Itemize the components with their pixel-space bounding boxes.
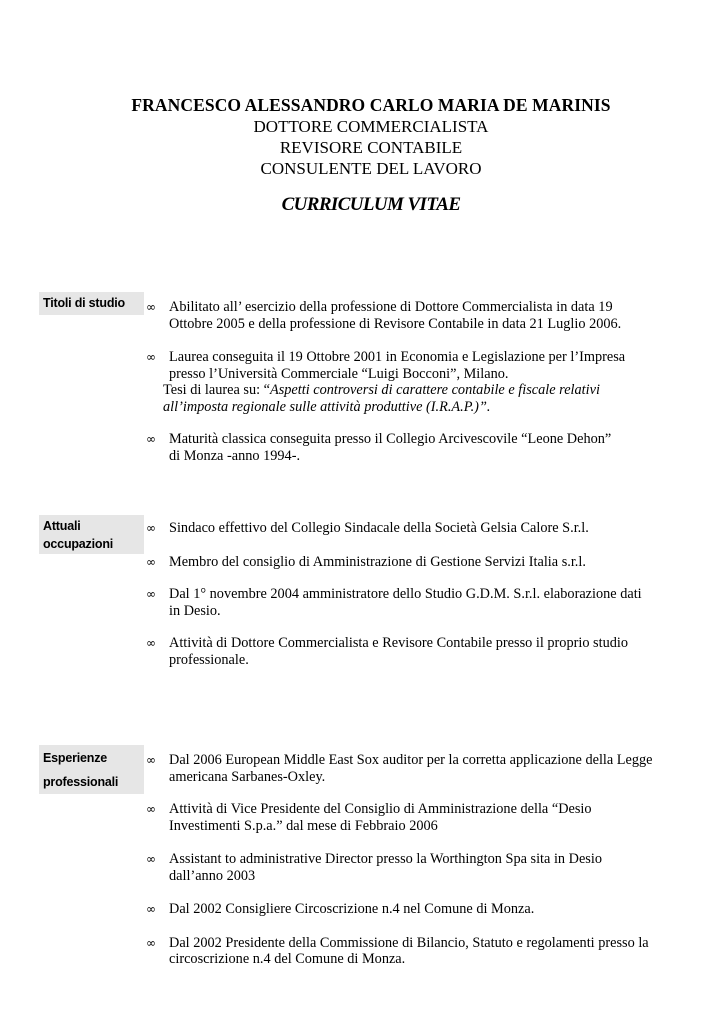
entry-line: Dal 2002 Consigliere Circoscrizione n.4 nel Comune di Monza. [169,901,535,917]
infinity-bullet-icon: ∞ [146,554,156,569]
section-label-text: Titoli di studio [43,296,125,310]
infinity-bullet-icon: ∞ [146,350,156,364]
section-label-text: Esperienze [43,751,108,765]
infinity-bullet-icon: ∞ [146,521,156,535]
entry-line: di Monza -anno 1994-. [169,447,301,464]
infinity-bullet-icon: ∞ [146,753,156,767]
list-item [146,635,666,668]
list-item [146,520,666,537]
list-item [146,901,666,918]
thesis-title-line1: Aspetti controversi di carattere contabile e fiscale relativi [269,382,600,398]
infinity-bullet-icon: ∞ [146,587,156,601]
titoli-list [146,299,666,464]
cv-header [0,95,724,217]
infinity-bullet-icon: ∞ [146,802,156,816]
list-item [146,851,666,884]
entry-line: Ottobre 2005 e della professione di Revisore Contabile in data 21 Luglio 2006. [169,315,622,332]
role-consulente: CONSULENTE DEL LAVORO [260,159,482,178]
entry-line: presso l’Università Commerciale “Luigi Bocconi”, Milano. [169,365,509,382]
entry-line: Dal 2002 Presidente della Commissione di Bilancio, Statuto e regolamenti presso la [169,934,649,951]
section-label-titoli [39,292,144,315]
infinity-bullet-icon: ∞ [146,636,156,650]
entry-line: in Desio. [169,602,221,619]
list-item [146,752,666,785]
thesis-note [163,382,666,399]
entry-line: Abilitato all’ esercizio della professione di Dottore Commercialista in data 19 [169,299,613,315]
infinity-bullet-icon: ∞ [146,300,156,314]
infinity-bullet-icon: ∞ [146,935,156,950]
infinity-bullet-icon: ∞ [146,902,156,916]
thesis-note-line2 [163,399,666,416]
person-name: FRANCESCO ALESSANDRO CARLO MARIA DE MARINIS [131,95,611,115]
entry-line: Attività di Vice Presidente del Consiglio di Amministrazione della “Desio [169,801,592,817]
list-item [146,586,666,619]
list-item [146,935,666,968]
entry-line: Investimenti S.p.a.” dal mese di Febbraio 2006 [169,817,438,834]
thesis-prefix: Tesi di laurea su: “ [163,382,270,398]
section-label-text: Attuali [43,519,81,533]
entry-line: circoscrizione n.4 del Comune di Monza. [169,951,406,967]
entry-line: Laurea conseguita il 19 Ottobre 2001 in Economia e Legislazione per l’Impresa [169,349,626,365]
entry-line: Membro del consiglio di Amministrazione di Gestione Servizi Italia s.r.l. [169,553,586,570]
role-commercialista: DOTTORE COMMERCIALISTA [253,117,489,136]
section-label-attuali [39,515,144,554]
list-item [146,349,666,415]
entry-line: Attività di Dottore Commercialista e Revisore Contabile presso il proprio studio [169,635,629,651]
entry-line: Dal 1° novembre 2004 amministratore dello Studio G.D.M. S.r.l. elaborazione dati [169,586,642,602]
infinity-bullet-icon: ∞ [146,432,156,446]
entry-line: americana Sarbanes-Oxley. [169,768,326,785]
entry-line: Assistant to administrative Director presso la Worthington Spa sita in Desio [169,851,602,867]
entry-line: Dal 2006 European Middle East Sox auditor per la corretta applicazione della Legge [169,752,653,768]
entry-line: dall’anno 2003 [169,867,256,884]
list-item [146,431,666,464]
role-revisore: REVISORE CONTABILE [279,138,463,157]
list-item [146,299,666,332]
list-item [146,554,666,571]
thesis-title-line2: all’imposta regionale sulle attività produttive (I.R.A.P.)”. [163,398,491,415]
section-label-esperienze [39,745,144,794]
entry-line: professionale. [169,651,249,668]
list-item [146,801,666,834]
section-label-text: professionali [43,775,119,789]
cv-title: CURRICULUM VITAE [281,194,461,215]
entry-line: Sindaco effettivo del Collegio Sindacale della Società Gelsia Calore S.r.l. [169,520,589,536]
attuali-list [146,520,666,668]
entry-line: Maturità classica conseguita presso il Collegio Arcivescovile “Leone Dehon” [169,431,612,447]
section-label-text: occupazioni [43,537,114,551]
esperienze-list [146,752,666,968]
infinity-bullet-icon: ∞ [146,852,156,866]
